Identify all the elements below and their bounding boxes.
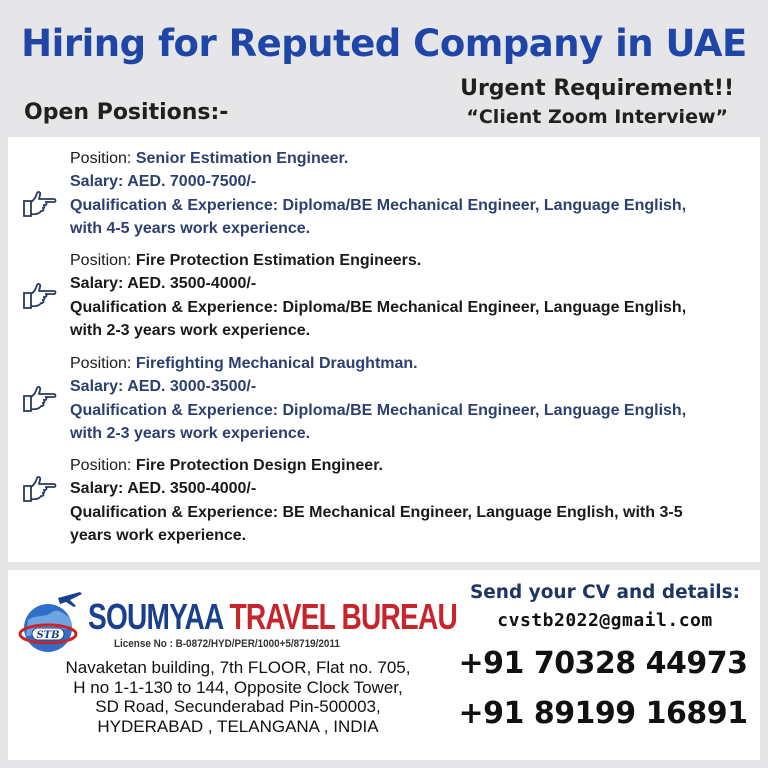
salary: Salary: AED. 3500-4000/- [70,480,257,498]
pointing-hand-icon [21,189,57,219]
position-title: Fire Protection Estimation Engineers. [135,252,422,269]
position-label: Position: [70,355,136,372]
globe-airplane-logo-icon [18,588,86,656]
experience: with 4-5 years work experience. [70,219,311,237]
pointing-hand-icon [21,474,57,504]
qualification: Qualification & Experience: Diploma/BE Mechanical Engineer, Language English, [70,196,687,214]
address [38,658,438,736]
page-title: Hiring for Reputed Company in UAE [21,22,747,65]
experience: with 2-3 years work experience. [70,321,311,339]
brand-name [88,596,457,638]
qualification: Qualification & Experience: Diploma/BE Mechanical Engineer, Language English, [70,298,687,316]
position-label: Position: [70,252,136,269]
license-number: License No : B-0872/HYD/PER/1000+5/8719/2011 [114,638,340,650]
address-line: Navaketan building, 7th FLOOR, Flat no. 705, [65,658,411,677]
open-positions-heading: Open Positions:- [24,100,229,125]
experience: with 2-3 years work experience. [70,424,311,442]
send-cv-heading: Send your CV and details: [469,582,741,603]
position-label: Position: [70,457,136,474]
experience: years work experience. [70,526,247,544]
pointing-hand-icon [21,281,57,311]
brand-name-part2: TRAVEL BUREAU [229,596,457,637]
salary: Salary: AED. 3500-4000/- [70,275,257,293]
salary: Salary: AED. 7000-7500/- [70,173,257,191]
address-line: SD Road, Secunderabad Pin-500003, [95,697,381,716]
address-line: HYDERABAD , TELANGANA , INDIA [97,716,379,736]
contact-email[interactable]: cvstb2022@gmail.com [497,610,713,631]
logo-text: STB [36,630,60,641]
zoom-interview-note: “Client Zoom Interview” [466,106,728,128]
address-line: H no 1-1-130 to 144, Opposite Clock Tower, [73,677,403,697]
position-label: Position: [70,150,136,167]
position-title: Firefighting Mechanical Draughtman. [135,355,418,372]
pointing-hand-icon [21,384,57,414]
qualification: Qualification & Experience: Diploma/BE Mechanical Engineer, Language English, [70,401,687,419]
phone-number-1[interactable]: +91 70328 44973 [458,646,748,681]
position-title: Senior Estimation Engineer. [135,150,349,167]
phone-number-2[interactable]: +91 89199 16891 [458,696,748,731]
salary: Salary: AED. 3000-3500/- [70,378,257,396]
qualification: Qualification & Experience: BE Mechanical Engineer, Language English, with 3-5 [70,503,683,521]
position-title: Fire Protection Design Engineer. [135,457,383,474]
urgent-requirement: Urgent Requirement!! [460,76,734,101]
positions-panel [8,137,760,562]
contact-footer [8,570,760,760]
brand-name-part1: SOUMYAA [88,596,230,637]
